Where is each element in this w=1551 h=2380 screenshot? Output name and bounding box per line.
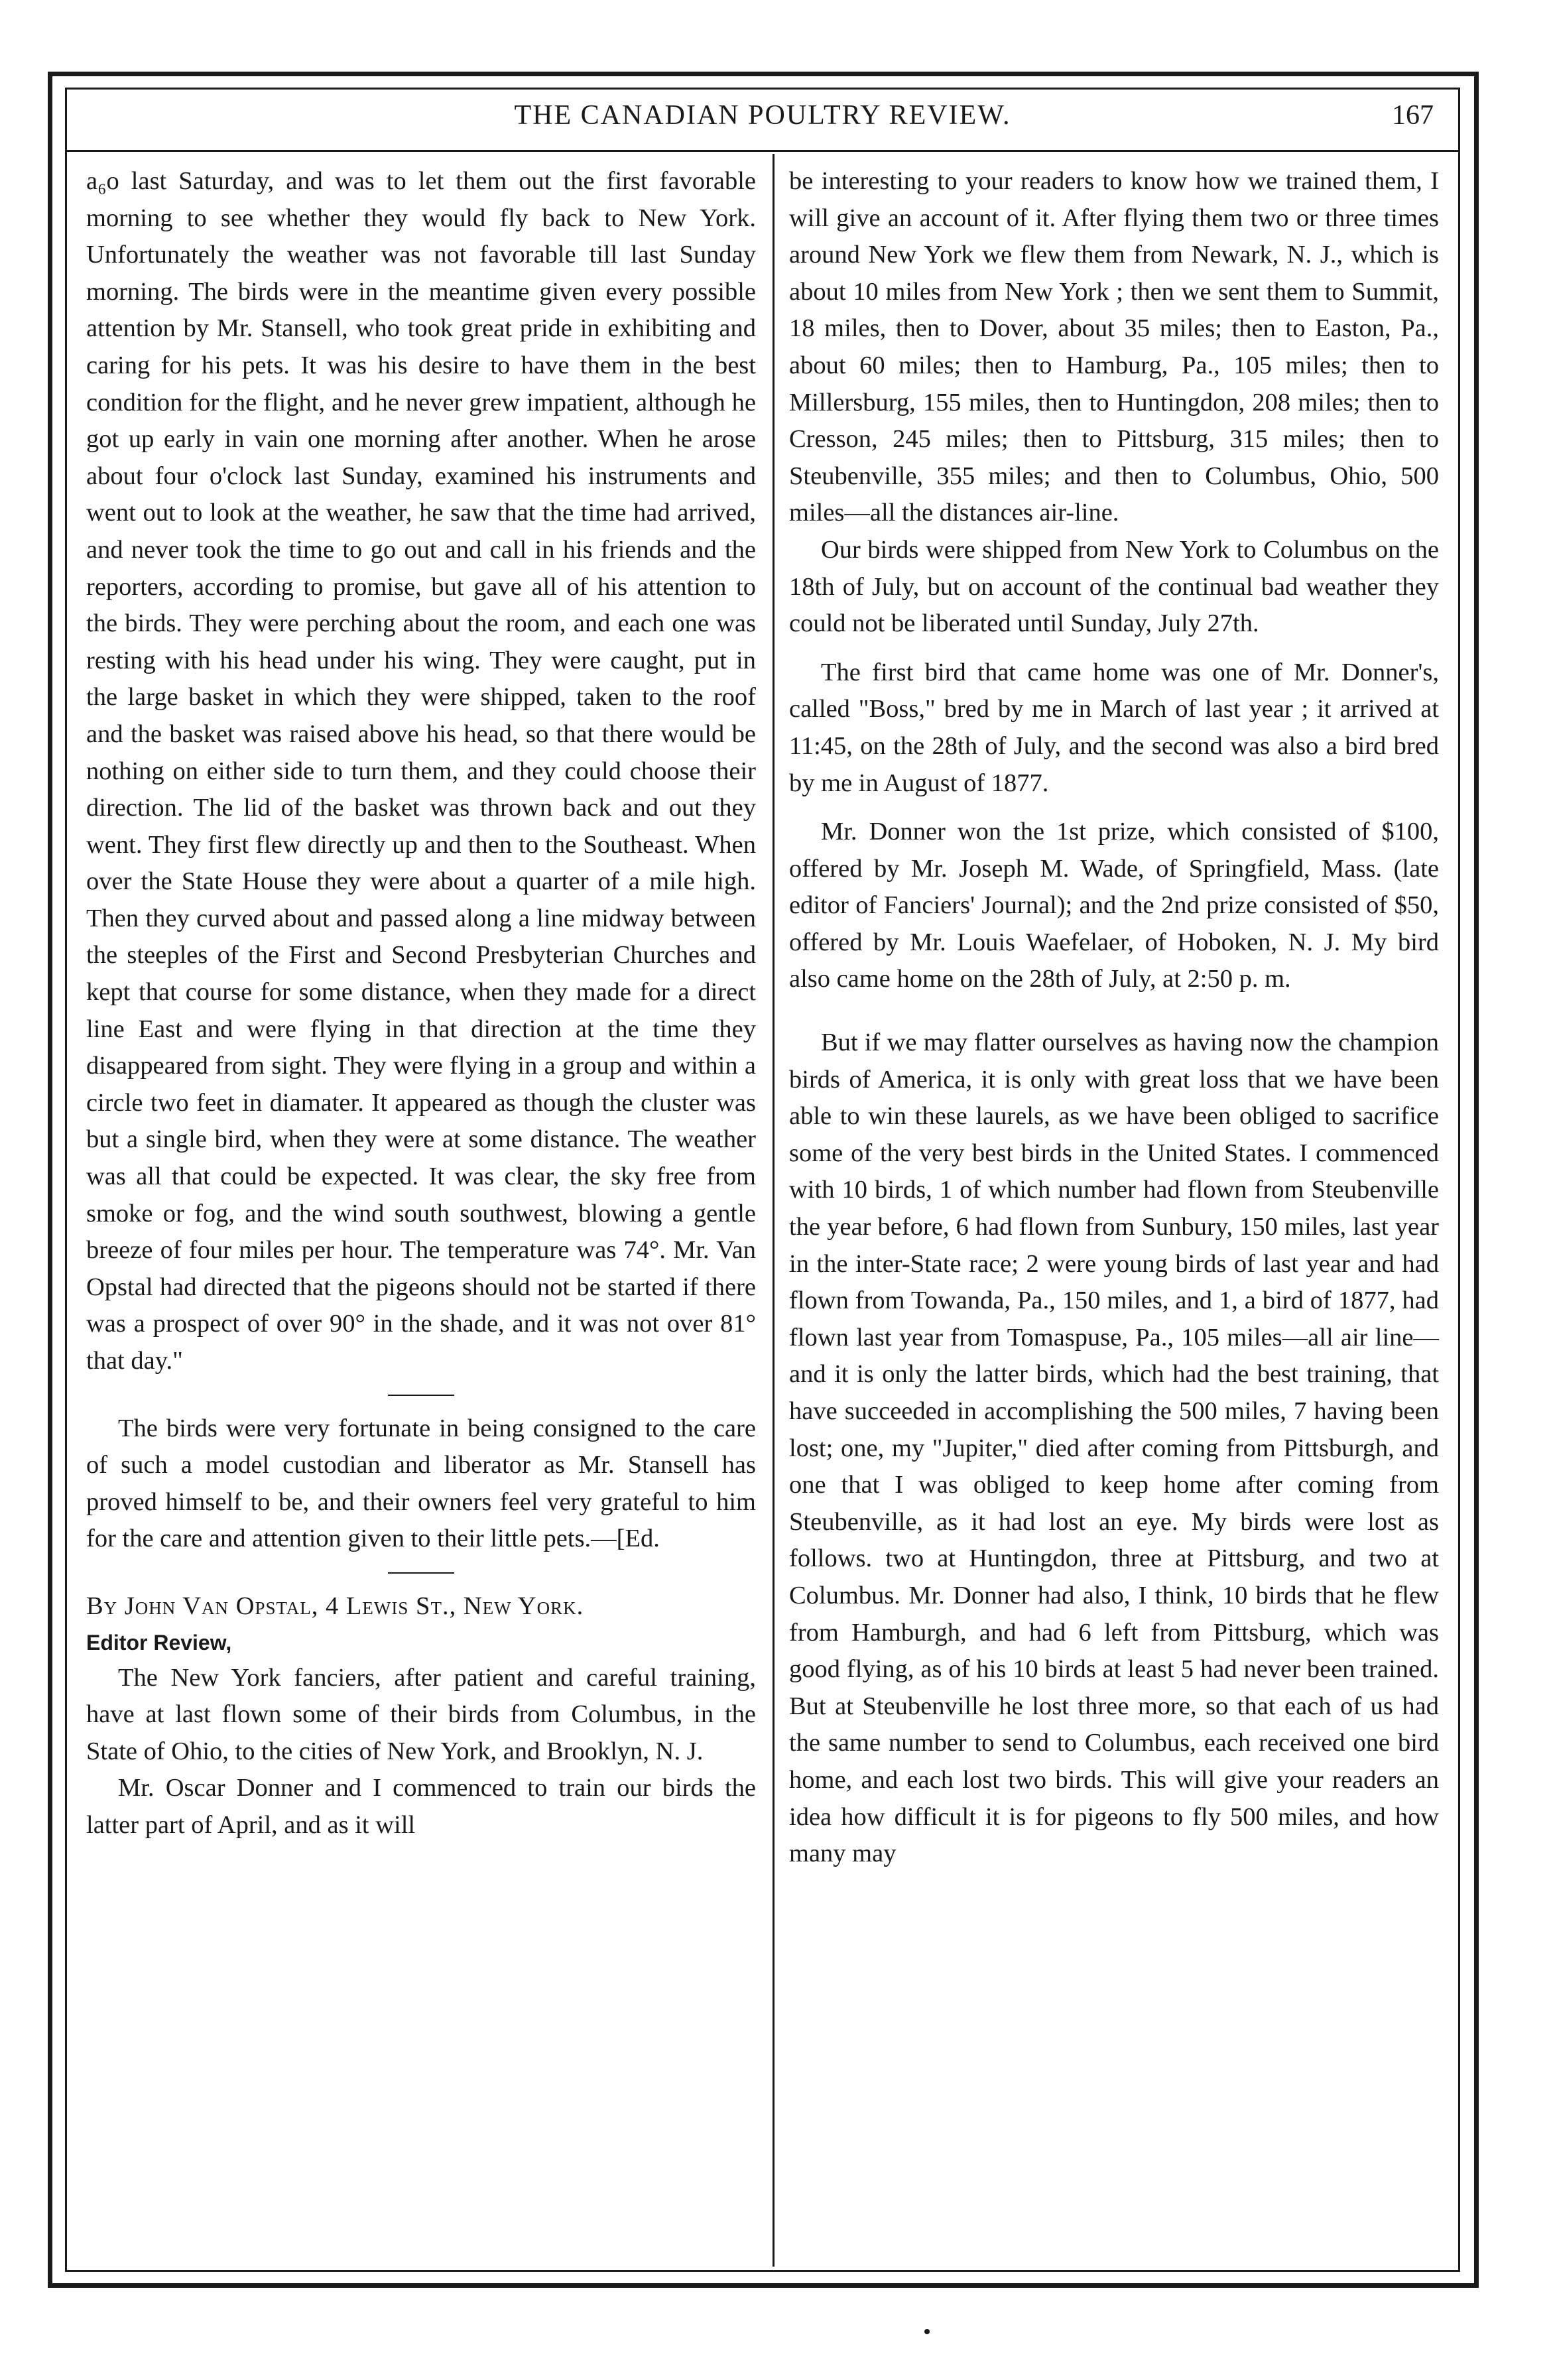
page-number: 167 xyxy=(1392,100,1434,131)
left-paragraph-1: a₆o last Saturday, and was to let them out the first favorable morning to see whether they would fly back to New York. Unfortunately the weather was not favorable till last Sunday morning. The birds were in the meantime given every possible attention by Mr. Stansell, who took great pride in exhibiting and caring for his pets. It was his desire to have them in the best condition for the flight, and he never grew impatient, although he got up early in vain one morning after another. When he arose about four o'clock last Sunday, examined his instruments and went out to look at the weather, he saw that the time had arrived, and never took the time to go out and call in his friends and the reporters, according to promise, but gave all of his attention to the birds. They were perching about the room, and each one was resting with his head under his wing. They were caught, put in the large basket in which they were shipped, taken to the roof and the basket was raised above his head, so that there would be nothing on either side to turn them, and they could choose their direction. The lid of the basket was thrown back and out they went. They first flew directly up and then to the Southeast. When over the State House they were about a quarter of a mile high. Then they curved about and passed along a line midway between the steeples of the First and Second Presbyterian Churches and kept that course for some distance, when they made for a direct line East and were flying in that direction at the time they disappeared from sight. They were flying in a group and within a circle two feet in diamater. It appeared as though the cluster was but a single bird, when they were at some distance. The weather was all that could be expected. It was clear, the sky free from smoke or fog, and the wind south southwest, blowing a gentle breeze of four miles per hour. The temperature was 74°. Mr. Van Opstal had directed that the pigeons should not be started if there was a prospect of over 90° in the shade, and it was not over 81° that day." xyxy=(86,167,756,1375)
right-paragraph-2: Our birds were shipped from New York to Columbus on the 18th of July, but on account of the continual bad weather they could not be liberated until Sunday, July 27th. xyxy=(789,535,1439,638)
right-paragraph-4: Mr. Donner won the 1st prize, which consisted of $100, offered by Mr. Joseph M. Wade, of Springfield, Mass. (late editor of Fanciers' Journal); and the 2nd prize consisted of $50, offered by Mr. Louis Waefelaer, of Hoboken, N. J. My bird also came home on the 28th of July, at 2:50 p. m. xyxy=(789,818,1439,993)
left-paragraph-3: The New York fanciers, after patient and careful training, have at last flown some of their birds from Columbus, in the State of Ohio, to the cities of New York, and Brooklyn, N. J. xyxy=(86,1663,756,1765)
column-divider xyxy=(773,154,775,2267)
right-paragraph-1: be interesting to your readers to know how we trained them, I will give an account of it. After flying them two or three times around New York we flew them from Newark, N. J., which is about 10 miles from New York ; then we sent them to Summit, 18 miles, then to Dover, about 35 miles; then to Easton, Pa., about 60 miles; then to Hamburg, Pa., 105 miles; then to Millersburg, 155 miles, then to Huntingdon, 208 miles; then to Cresson, 245 miles; then to Pittsburg, 315 miles; then to Steubenville, 355 miles; and then to Columbus, Ohio, 500 miles—all the distances air-line. xyxy=(789,167,1439,527)
salutation: Editor Review, xyxy=(86,1630,232,1655)
right-paragraph-5: But if we may flatter ourselves as having now the champion birds of America, it is only with great loss that we have been able to win these laurels, as we have been obliged to sacrifice some of the very best birds in the United States. I commenced with 10 birds, 1 of which number had flown from Steubenville the year before, 6 had flown from Sunbury, 150 miles, last year in the inter-State race; 2 were young birds of last year and had flown from Towanda, Pa., 150 miles, and 1, a bird of 1877, had flown last year from Tomaspuse, Pa., 105 miles—all air line—and it is only the latter birds, which had the best training, that have succeeded in accomplishing the 500 miles, 7 having been lost; one, my "Jupiter," died after coming from Pittsburgh, and one that I was obliged to keep home after coming from Steubenville, as it had lost an eye. My birds were lost as follows. two at Huntingdon, three at Pittsburg, and two at Columbus. Mr. Donner had also, I think, 10 birds that he flew from Hamburgh, and had 6 left from Pittsburg, which was good flying, as of his 10 birds at least 5 had never been trained. But at Steubenville he lost three more, so that each of us had the same number to send to Columbus, each received one bird home, and each lost two birds. This will give your readers an idea how difficult it is for pigeons to fly 500 miles, and how many may xyxy=(789,1029,1439,1868)
ink-speck xyxy=(924,2329,930,2334)
section-separator xyxy=(388,1395,454,1396)
right-paragraph-3: The first bird that came home was one of Mr. Donner's, called "Boss," bred by me in March of last year ; it arrived at 11:45, on the 28th of July, and the second was also a bird bred by me in August of 1877. xyxy=(789,658,1439,797)
right-column xyxy=(789,163,1439,1873)
byline: By John Van Opstal, 4 Lewis St., New York. xyxy=(86,1592,584,1620)
header-rule xyxy=(65,150,1460,152)
left-paragraph-2: The birds were very fortunate in being consigned to the care of such a model custodian and liberator as Mr. Stansell has proved himself to be, and their owners feel very grateful to him for the care and attention given to their little pets.—[Ed. xyxy=(86,1414,756,1553)
left-column xyxy=(86,163,756,1844)
section-separator xyxy=(388,1572,454,1574)
running-title: THE CANADIAN POULTRY REVIEW. xyxy=(514,100,1011,131)
left-paragraph-4: Mr. Oscar Donner and I commenced to train our birds the latter part of April, and as it will xyxy=(86,1774,756,1839)
page-header xyxy=(65,93,1460,151)
